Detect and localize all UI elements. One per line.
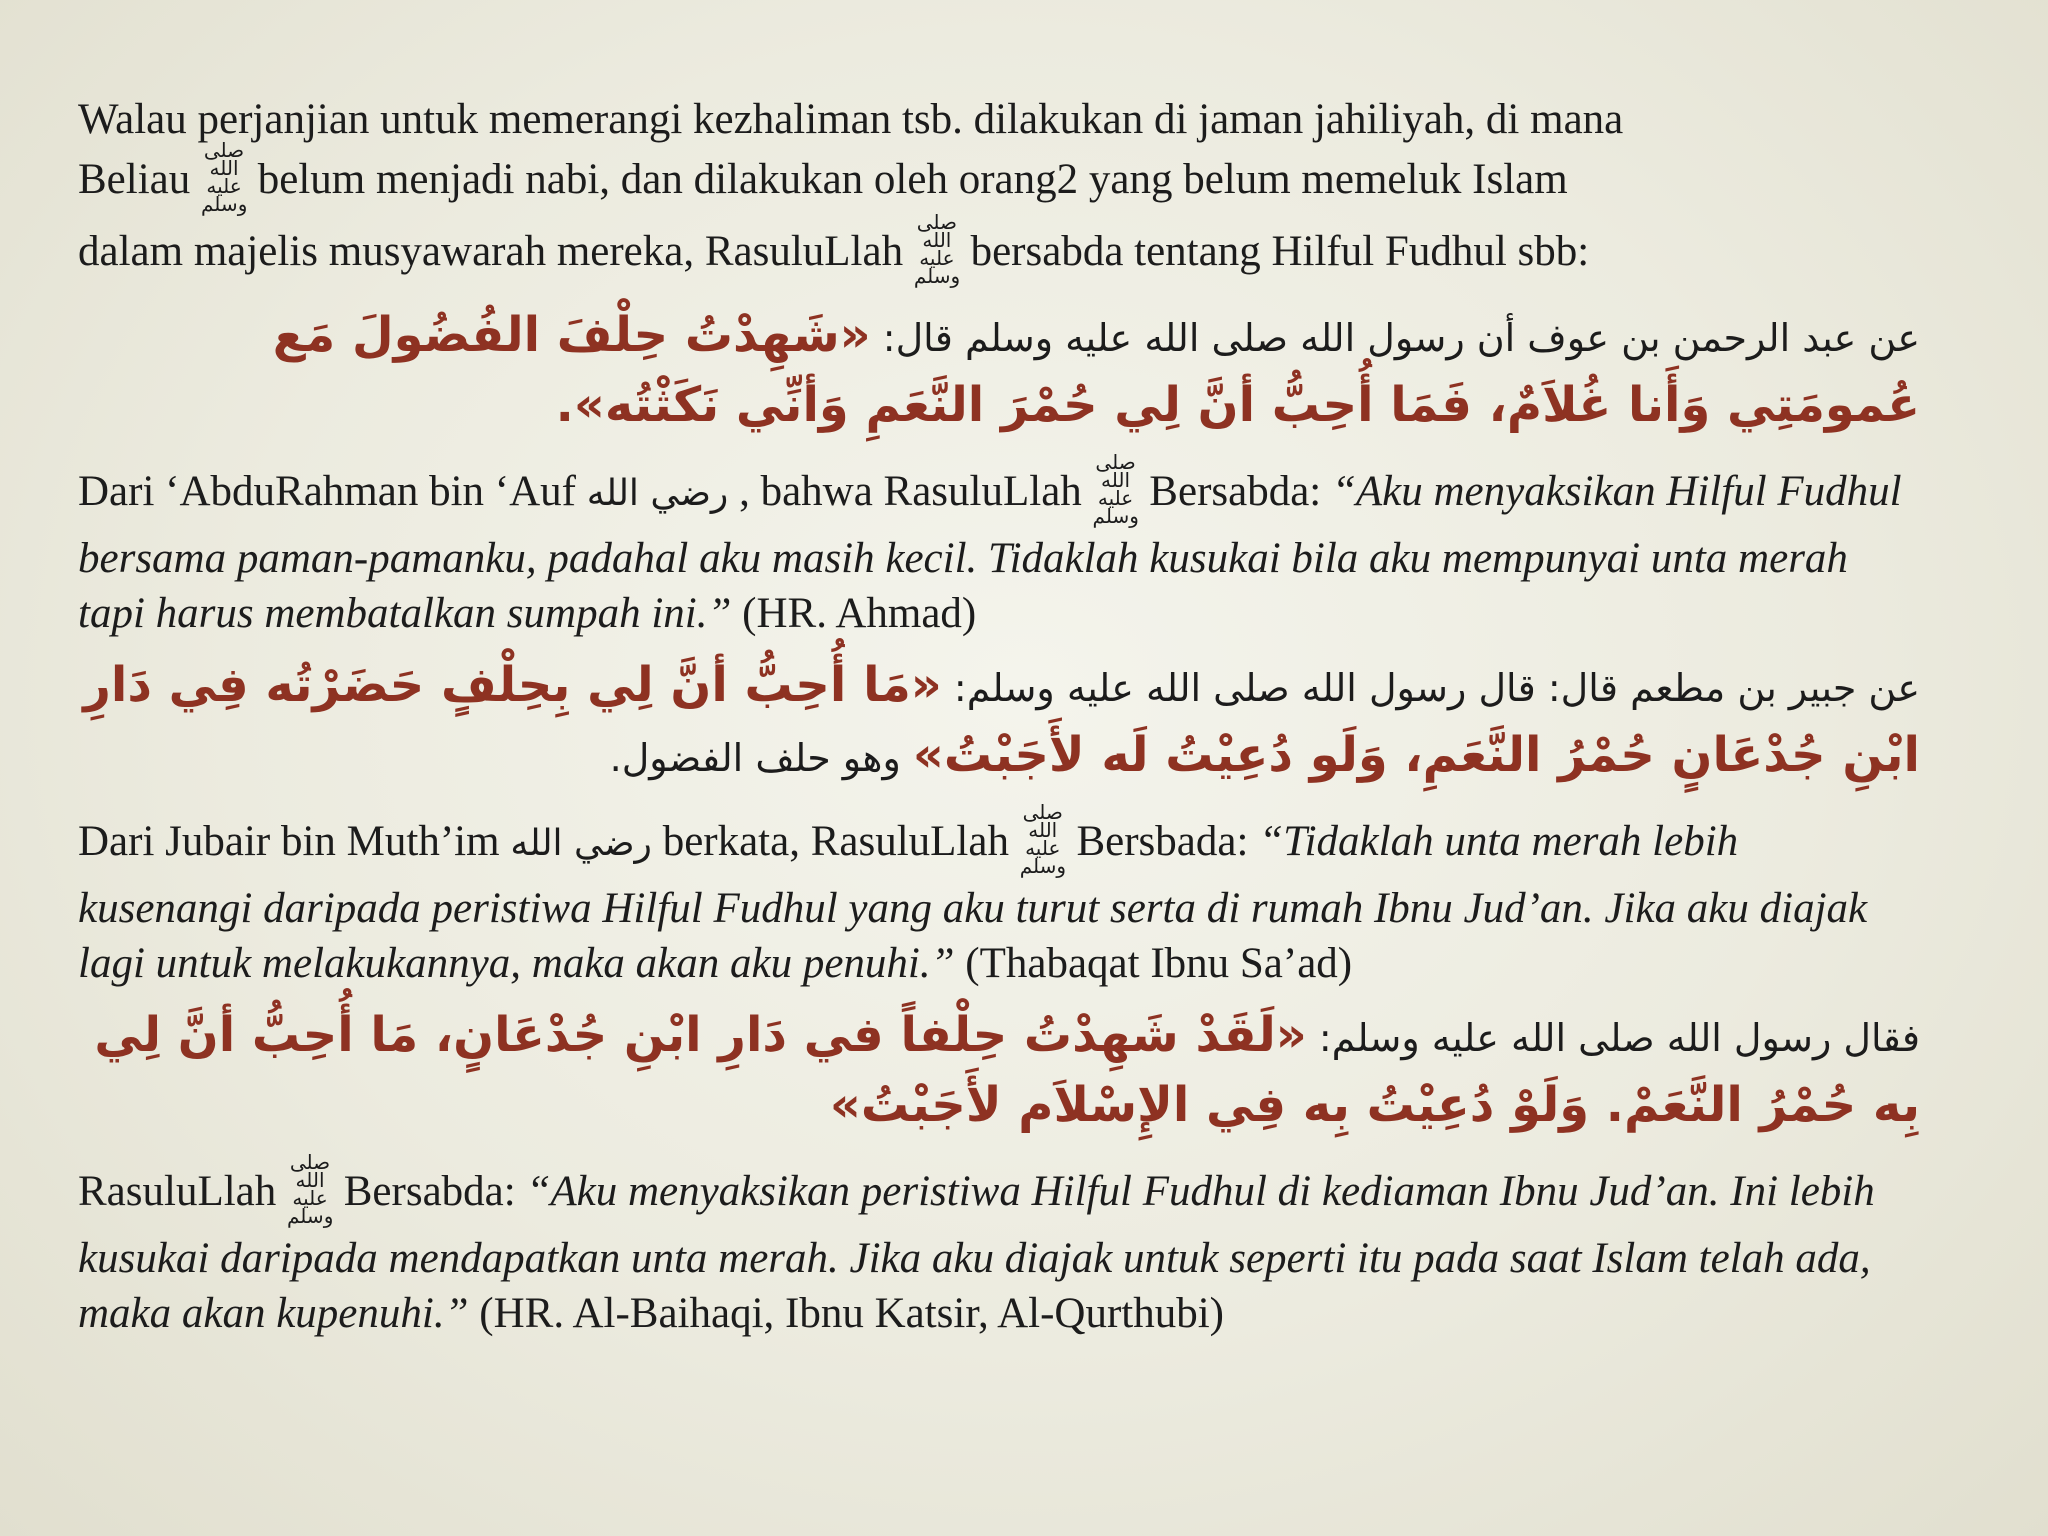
hadith-2-note: وهو حلف الفضول.: [609, 736, 913, 780]
hadith-2-text: «مَا أُحِبُّ أنَّ لِي بِحِلْفٍ حَضَرْتُه فِي دَارِ ابْنِ جُدْعَانٍ حُمْرُ النَّعَمِ، وَلَو دُعِيْتُ لَه لأَجَبْتُ»: [83, 657, 1920, 783]
translation-2-quote: “Tidaklah unta merah lebih kusenangi daripada peristiwa Hilful Fudhul yang aku turut serta di rumah Ibnu Jud’an. Jika aku diajak lagi untuk melakukannya, maka akan aku penuhi.”: [78, 817, 1868, 987]
radhiyallah-text: رضي الله: [586, 472, 729, 514]
slide-content: [78, 92, 1920, 1355]
intro-line-1: Walau perjanjian untuk memerangi kezhaliman tsb. dilakukan di jaman jahiliyah, di mana: [78, 96, 1624, 143]
hadith-arabic-1: [78, 305, 1920, 445]
hadith-3-text: «لَقَدْ شَهِدْتُ حِلْفاً في دَارِ ابْنِ جُدْعَانٍ، مَا أُحِبُّ أنَّ لِي بِه حُمْرُ النَّعَمْ. وَلَوْ دُعِيْتُ بِه فِي الإِسْلاَم لأَجَبْتُ»: [94, 1007, 1920, 1133]
translation-1-mid: , bahwa RasuluLlah: [739, 467, 1082, 515]
translation-1-quote: “Aku menyaksikan Hilful Fudhul bersama paman-pamanku, padahal aku masih kecil. Tidaklah kusukai bila aku mempunyai unta merah tapi harus membatalkan sumpah ini.”: [78, 467, 1902, 637]
hadith-3-chain: فقال رسول الله صلى الله عليه وسلم:: [1306, 1016, 1920, 1060]
intro-paragraph: [78, 92, 1920, 291]
translation-1-source: (HR. Ahmad): [731, 590, 977, 637]
saw-glyph: صلى الله عليه وسلم: [1019, 800, 1067, 878]
hadith-arabic-2: [78, 655, 1920, 795]
intro-line-2a: Beliau: [78, 155, 191, 203]
translation-2-verb: Bersbada:: [1076, 817, 1260, 865]
translation-1: [78, 450, 1920, 641]
hadith-arabic-3: [78, 1005, 1920, 1145]
translation-1-verb: Bersabda:: [1149, 467, 1332, 515]
translation-2-mid: berkata, RasuluLlah: [662, 817, 1009, 865]
translation-3: [78, 1150, 1920, 1341]
translation-3-source: (HR. Al-Baihaqi, Ibnu Katsir, Al-Qurthubi): [468, 1290, 1224, 1337]
saw-glyph: صلى الله عليه وسلم: [287, 1150, 334, 1228]
translation-3-verb: Bersabda:: [343, 1167, 527, 1215]
hadith-1-chain: عن عبد الرحمن بن عوف أن رسول الله صلى الله عليه وسلم قال:: [870, 316, 1920, 360]
saw-glyph: صلى الله عليه وسلم: [201, 138, 248, 216]
radhiyallah-text: رضي الله: [510, 822, 652, 864]
translation-2: [78, 800, 1920, 991]
translation-2-narrator: Dari Jubair bin Muth’im: [78, 817, 500, 865]
hadith-2-chain: عن جبير بن مطعم قال: قال رسول الله صلى الله عليه وسلم:: [941, 666, 1920, 710]
hadith-1-text: «شَهِدْتُ حِلْفَ الفُضُولَ مَع عُمومَتِي وَأَنا غُلاَمٌ، فَمَا أُحِبُّ أنَّ لِي حُمْرَ النَّعَمِ وَأنِّي نَكَثْتُه».: [272, 307, 1920, 433]
saw-glyph: صلى الله عليه وسلم: [913, 210, 961, 288]
intro-line-3a: dalam majelis musyawarah mereka, RasuluLlah: [78, 227, 904, 275]
translation-3-quote: “Aku menyaksikan peristiwa Hilful Fudhul di kediaman Ibnu Jud’an. Ini lebih kusukai daripada mendapatkan unta merah. Jika aku diajak untuk seperti itu pada saat Islam telah ada, maka akan kupenuhi.”: [78, 1167, 1875, 1337]
intro-line-3b: bersabda tentang Hilful Fudhul sbb:: [970, 227, 1590, 275]
translation-1-narrator: Dari ‘AbduRahman bin ‘Auf: [78, 467, 576, 515]
translation-3-narrator: RasuluLlah: [78, 1167, 277, 1215]
saw-glyph: صلى الله عليه وسلم: [1092, 450, 1139, 528]
translation-2-source: (Thabaqat Ibnu Sa’ad): [954, 940, 1353, 987]
intro-line-2b: belum menjadi nabi, dan dilakukan oleh orang2 yang belum memeluk Islam: [257, 155, 1568, 203]
